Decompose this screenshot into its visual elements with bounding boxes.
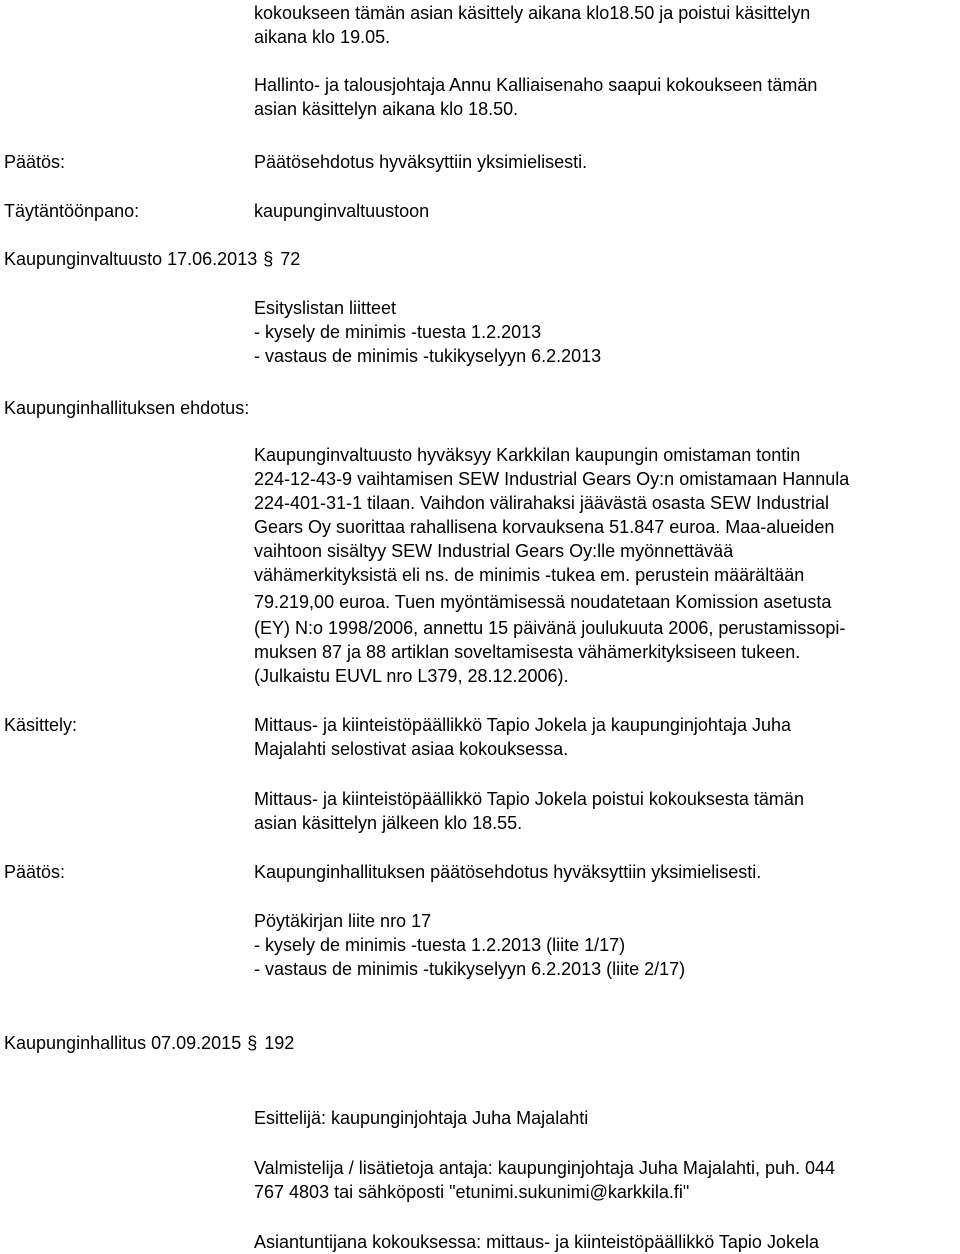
- handling-line: Mittaus- ja kiinteistöpäällikkö Tapio Jokela ja kaupunginjohtaja Juha: [254, 715, 791, 735]
- handling-line: asian käsittelyn jälkeen klo 18.55.: [254, 813, 523, 833]
- decision-text: Päätösehdotus hyväksyttiin yksimielisesti.: [254, 152, 588, 172]
- decision-text: Kaupunginhallituksen päätösehdotus hyväksyttiin yksimielisesti.: [254, 862, 762, 882]
- proposal-line: (Julkaistu EUVL nro L379, 28.12.2006).: [254, 666, 569, 686]
- meeting-body: Kaupunginhallitus 07.09.2015: [4, 1033, 242, 1053]
- proposal-line: vähämerkityksistä eli ns. de minimis -tukea em. perustein määrältään: [254, 565, 805, 585]
- proposal-label: Kaupunginhallituksen ehdotus:: [4, 398, 250, 418]
- decision-label: Päätös:: [4, 152, 66, 172]
- section-number: 72: [280, 249, 301, 269]
- handling-line: Majalahti selostivat asiaa kokouksessa.: [254, 739, 569, 759]
- meeting-body: Kaupunginvaltuusto 17.06.2013: [4, 249, 258, 269]
- section-number: 192: [264, 1033, 295, 1053]
- meeting-heading: [4, 247, 300, 271]
- intro-line: kokoukseen tämän asian käsittely aikana klo18.50 ja poistui käsittelyn: [254, 3, 811, 23]
- preparer-line: Valmistelija / lisätietoja antaja: kaupunginjohtaja Juha Majalahti, puh. 044: [254, 1158, 836, 1178]
- intro-line: asian käsittelyn aikana klo 18.50.: [254, 99, 519, 119]
- minutes-attachment-title: Pöytäkirjan liite nro 17: [254, 911, 432, 931]
- proposal-line: vaihtoon sisältyy SEW Industrial Gears Oy:lle myönnettävää: [254, 541, 734, 561]
- proposal-line: 224-401-31-1 tilaan. Vaihdon välirahaksi jäävästä osasta SEW Industrial: [254, 493, 829, 513]
- proposal-line: Kaupunginvaltuusto hyväksyy Karkkilan kaupungin omistaman tontin: [254, 445, 801, 465]
- proposal-line: Gears Oy suorittaa rahallisena korvauksena 51.847 euroa. Maa-alueiden: [254, 517, 835, 537]
- preparer-line: 767 4803 tai sähköposti "etunimi.sukunimi@karkkila.fi": [254, 1182, 690, 1202]
- meeting-heading: [4, 1031, 294, 1055]
- attachment-item: - kysely de minimis -tuesta 1.2.2013: [254, 322, 542, 342]
- handling-line: Mittaus- ja kiinteistöpäällikkö Tapio Jokela poistui kokouksesta tämän: [254, 789, 804, 809]
- expert-text: Asiantuntijana kokouksessa: mittaus- ja kiinteistöpäällikkö Tapio Jokela: [254, 1232, 819, 1252]
- handling-label: Käsittely:: [4, 715, 78, 735]
- minutes-attachment-item: - kysely de minimis -tuesta 1.2.2013 (liite 1/17): [254, 935, 626, 955]
- proposal-line: 224-12-43-9 vaihtamisen SEW Industrial Gears Oy:n omistamaan Hannula: [254, 469, 850, 489]
- attachment-item: - vastaus de minimis -tukikyselyyn 6.2.2013: [254, 346, 602, 366]
- proposal-line: (EY) N:o 1998/2006, annettu 15 päivänä joulukuuta 2006, perustamissopi-: [254, 618, 846, 638]
- proposal-line: muksen 87 ja 88 artiklan soveltamisesta vähämerkityksiseen tukeen.: [254, 642, 801, 662]
- presenter-text: Esittelijä: kaupunginjohtaja Juha Majalahti: [254, 1108, 589, 1128]
- intro-line: Hallinto- ja talousjohtaja Annu Kalliaisenaho saapui kokoukseen tämän: [254, 75, 818, 95]
- proposal-line: 79.219,00 euroa. Tuen myöntämisessä noudatetaan Komission asetusta: [254, 592, 832, 612]
- minutes-attachment-item: - vastaus de minimis -tukikyselyyn 6.2.2013 (liite 2/17): [254, 959, 686, 979]
- execution-label: Täytäntöönpano:: [4, 201, 140, 221]
- intro-line: aikana klo 19.05.: [254, 27, 391, 47]
- decision-label: Päätös:: [4, 862, 66, 882]
- execution-text: kaupunginvaltuustoon: [254, 201, 430, 221]
- section-symbol: §: [247, 1033, 258, 1053]
- section-symbol: §: [263, 249, 274, 269]
- attachments-title: Esityslistan liitteet: [254, 298, 397, 318]
